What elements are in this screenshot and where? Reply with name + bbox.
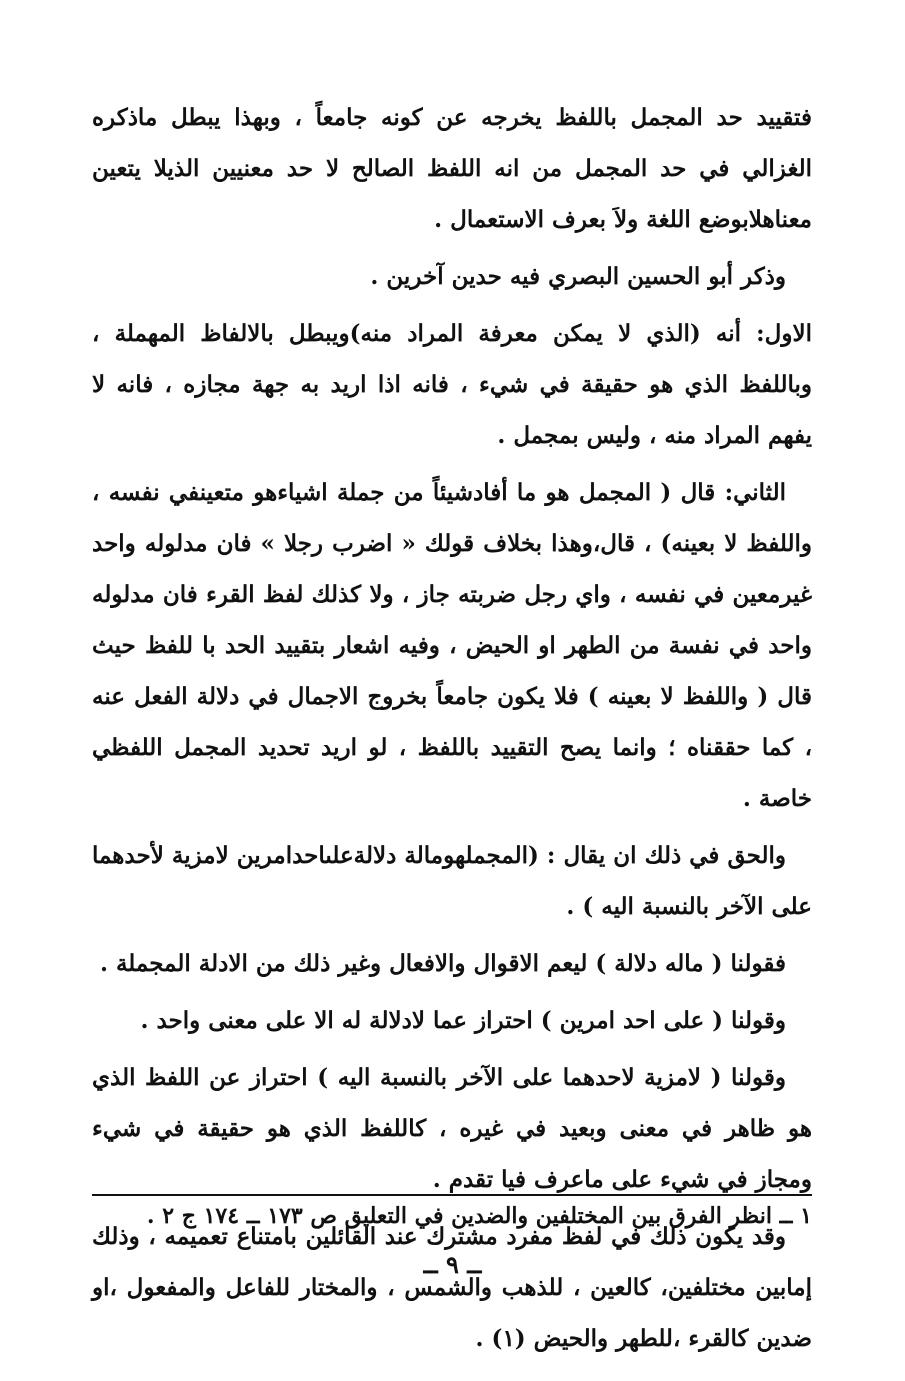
paragraph-7: وقولنا ( على احد امرين ) احتراز عما لادلالة له الا على معنى واحد . xyxy=(140,1007,786,1034)
paragraph-1: فتقييد حد المجمل باللفظ يخرجه عن كونه جامعاً ، وبهذا يبطل ماذكره الغزالي في حد المجمل من انه اللفظ الصالح لا حد معنيين الذيلا يتعين معناهلابوضع اللغة ولاَ بعرف الاستعمال . xyxy=(92,104,812,233)
paragraph-3: الاول: أنه (الذي لا يمكن معرفة المراد منه)ويبطل بالالفاظ المهملة ، وباللفظ الذي هو حقيقة في شيء ، فانه اذا اريد به جهة مجازه ، فانه لا يفهم المراد منه ، وليس بمجمل . xyxy=(92,320,812,449)
paragraph-6: فقولنا ( ماله دلالة ) ليعم الاقوال والافعال وغير ذلك من الادلة المجملة . xyxy=(99,950,786,977)
page-number: ــ ٩ ــ xyxy=(423,1250,482,1279)
paragraph-4: الثاني: قال ( المجمل هو ما أفادشيئاً من جملة اشياءهو متعينفي نفسه ، واللفظ لا بعينه) ، قال،وهذا بخلاف قولك « اضرب رجلا » فان مدلوله واحد غيرمعين في نفسه ، واي رجل ضربته جاز ، ولا كذلك لفظ القرء فان مدلوله واحد في نفسة من الطهر او الحيض ، وفيه اشعار بتقييد الحد با للفظ حيث قال ( واللفظ لا بعينه ) فلا يكون جامعاً بخروج الاجمال في دلالة الفعل عنه ، كما حققناه ؛ وانما يصح التقييد باللفظ ، لو اريد تحديد المجمل اللفظي خاصة . xyxy=(92,479,812,812)
paragraph-2: وذكر أبو الحسين البصري فيه حدين آخرين . xyxy=(370,263,786,290)
main-text xyxy=(92,92,812,1364)
paragraph-5: والحق في ذلك ان يقال : (المجملهومالة دلالةعلىاحدامرين لامزية لأحدهما على الآخر بالنسبة اليه ) . xyxy=(92,842,812,920)
footnote: ١ ــ انظر الفرق بين المختلفين والضدين في التعليق ص ١٧٣ ــ ١٧٤ ج ٢ . xyxy=(146,1203,812,1229)
paragraph-8: وقولنا ( لامزية لاحدهما على الآخر بالنسبة اليه ) احتراز عن اللفظ الذي هو ظاهر في معنى وبعيد في غيره ، كاللفظ الذي هو حقيقة في شيء ومجاز في شيء على ماعرف فيا تقدم . xyxy=(92,1064,812,1193)
paragraph-9: وقد يكون ذلك في لفظ مفرد مشترك عند القائلين بامتناع تعميمه ، وذلك إمابين مختلفين، كالعين ، للذهب والشمس ، والمختار للفاعل والمفعول ،او ضدين كالقرء ،للطهر والحيض (١) . xyxy=(92,1223,812,1352)
